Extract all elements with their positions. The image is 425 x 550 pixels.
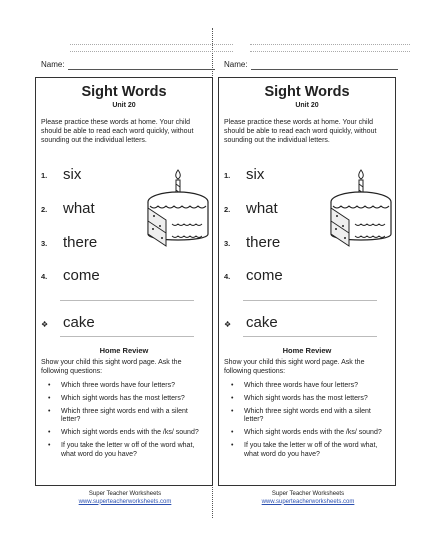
- question-list: [48, 382, 208, 464]
- page-title: Sight Words: [264, 84, 350, 100]
- sight-word: six: [246, 166, 265, 183]
- footer-link[interactable]: www.superteacherworksheets.com: [78, 498, 172, 505]
- worksheet-right: [218, 0, 398, 550]
- list-item: • Which sight words ends with the /ks/ sound?: [231, 429, 391, 438]
- name-line: [70, 51, 233, 52]
- word-number: 1.: [41, 171, 48, 180]
- word-number: 4.: [41, 272, 48, 281]
- name-line: [70, 44, 233, 45]
- name-label: Name:: [41, 60, 65, 69]
- separator: [243, 300, 377, 301]
- list-item: • Which sight words has the most letters?: [231, 395, 391, 404]
- word-number: 3.: [224, 239, 231, 248]
- list-item: • If you take the letter w off of the word what, what word do you have?: [48, 442, 208, 460]
- bonus-word: cake: [63, 314, 95, 331]
- name-label: Name:: [224, 60, 248, 69]
- birthday-cake-icon: [327, 168, 395, 250]
- word-number: 1.: [224, 171, 231, 180]
- unit-label: Unit 20: [295, 102, 319, 109]
- sight-word: there: [246, 234, 281, 251]
- separator: [60, 336, 194, 337]
- list-item: • Which sight words ends with the /ks/ sound?: [48, 429, 208, 438]
- four-point-star-icon: ❖: [41, 320, 49, 329]
- name-row: [35, 58, 215, 72]
- sight-word: what: [246, 200, 278, 217]
- footer-brand: Super Teacher Worksheets: [271, 491, 345, 497]
- question-list: [231, 382, 391, 464]
- list-item: • Which three sight words end with a silent letter?: [231, 408, 391, 426]
- name-line: [250, 44, 410, 45]
- name-field[interactable]: [251, 69, 398, 70]
- sight-word: there: [63, 234, 98, 251]
- intro-text: Please practice these words at home. Your child should be able to read each word quickly, without sounding out the individual letters.: [224, 119, 377, 144]
- separator: [60, 300, 194, 301]
- worksheet-left: [35, 0, 215, 550]
- word-number: 3.: [41, 239, 48, 248]
- sight-words-card: [35, 77, 213, 486]
- intro-text: Please practice these words at home. Your child should be able to read each word quickly, without sounding out the individual letters.: [41, 119, 194, 144]
- list-item: • Which sight words has the most letters?: [48, 395, 208, 404]
- name-line: [250, 51, 410, 52]
- review-intro: Show your child this sight word page. Ask the following questions:: [224, 359, 365, 375]
- separator: [243, 336, 377, 337]
- sight-word: six: [63, 166, 82, 183]
- review-title: Home Review: [99, 346, 149, 355]
- page-title: Sight Words: [81, 84, 167, 100]
- sight-word: come: [246, 267, 283, 284]
- footer: [218, 491, 398, 506]
- bonus-word: cake: [246, 314, 278, 331]
- footer-link[interactable]: www.superteacherworksheets.com: [261, 498, 355, 505]
- four-point-star-icon: ❖: [224, 320, 232, 329]
- sight-word: come: [63, 267, 100, 284]
- list-item: • Which three words have four letters?: [231, 382, 391, 391]
- review-title: Home Review: [282, 346, 332, 355]
- name-row: [218, 58, 398, 72]
- birthday-cake-icon: [144, 168, 212, 250]
- word-number: 2.: [41, 205, 48, 214]
- list-item: • Which three sight words end with a silent letter?: [48, 408, 208, 426]
- sight-words-card: [218, 77, 396, 486]
- sight-word: what: [63, 200, 95, 217]
- footer-brand: Super Teacher Worksheets: [88, 491, 162, 497]
- word-number: 4.: [224, 272, 231, 281]
- list-item: • If you take the letter w off of the word what, what word do you have?: [231, 442, 391, 460]
- review-intro: Show your child this sight word page. Ask the following questions:: [41, 359, 182, 375]
- name-field[interactable]: [68, 69, 215, 70]
- word-number: 2.: [224, 205, 231, 214]
- unit-label: Unit 20: [112, 102, 136, 109]
- footer: [35, 491, 215, 506]
- list-item: • Which three words have four letters?: [48, 382, 208, 391]
